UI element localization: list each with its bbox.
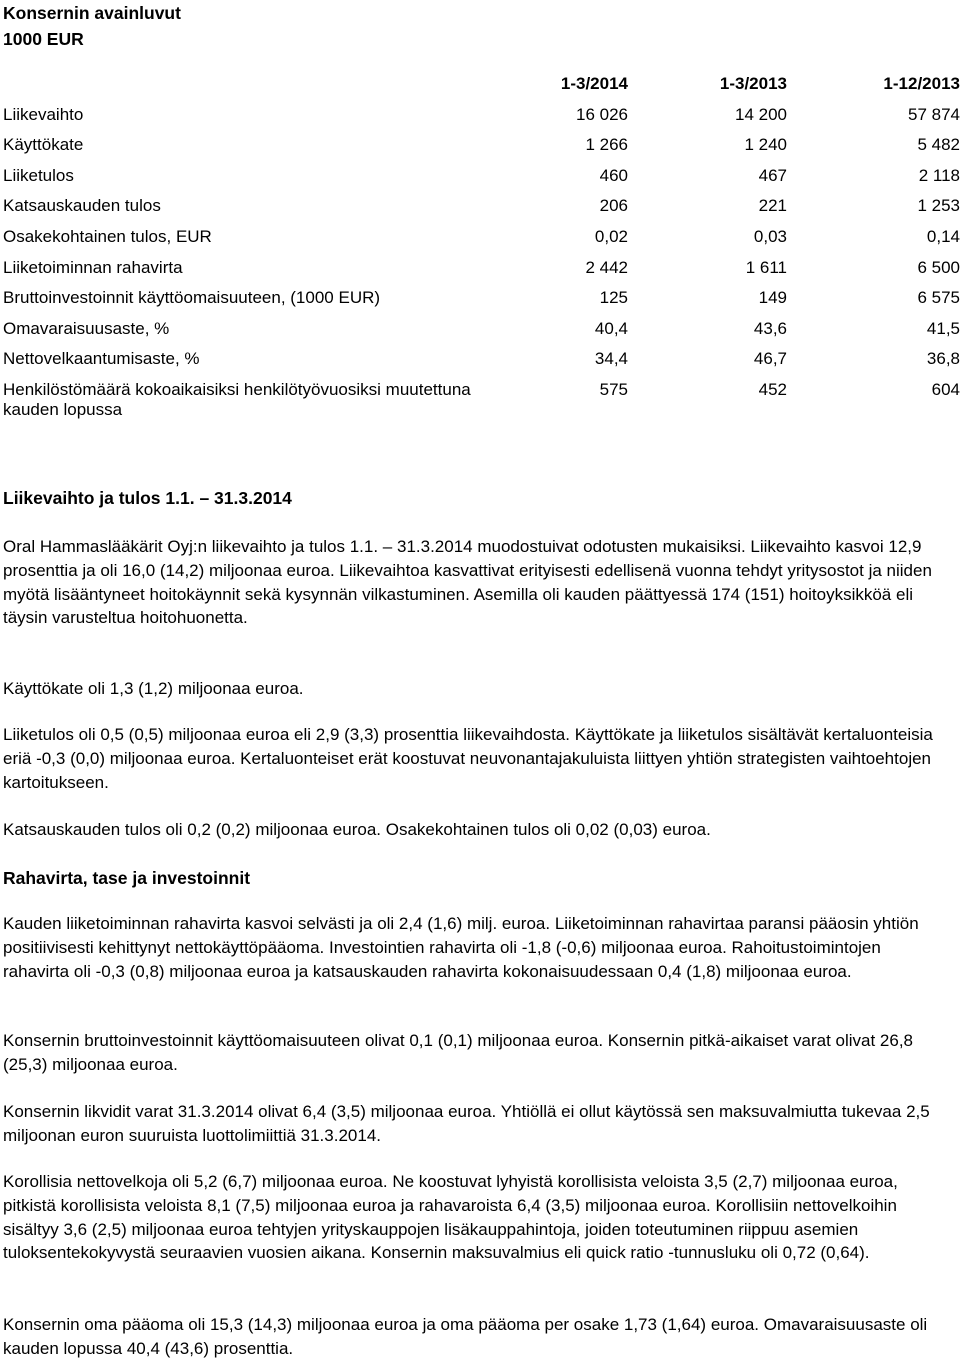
table-cell: 36,8	[926, 349, 960, 369]
column-header: 1-3/2014	[560, 74, 628, 93]
table-row	[3, 103, 960, 134]
table-cell: 0,14	[926, 226, 960, 246]
column-header: 1-3/2013	[719, 74, 787, 93]
table-cell: 41,5	[926, 318, 960, 338]
paragraph: Liiketulos oli 0,5 (0,5) miljoonaa euroa eli 2,9 (3,3) prosenttia liikevaihdosta. Käyttökate ja liiketulos sisältävät kertaluonteisia eriä -0,3 (0,0) miljoonaa euroa. Kertaluonteiset erät koostuvat neuvonantajakuluista liittyen yhtiön strategisten vaihtoehtojen kartoitukseen.	[3, 725, 933, 792]
table-header-row	[3, 72, 960, 103]
table-cell: 6 575	[917, 288, 960, 308]
table-cell: 34,4	[594, 349, 628, 369]
row-label: Katsauskauden tulos	[3, 196, 161, 216]
table-cell: 6 500	[917, 257, 960, 277]
key-figures-table	[3, 72, 960, 426]
table-row	[3, 133, 960, 164]
table-row	[3, 347, 960, 378]
table-cell: 40,4	[594, 318, 628, 338]
table-cell: 2 118	[918, 165, 960, 185]
paragraph: Konsernin likvidit varat 31.3.2014 olivat 6,4 (3,5) miljoonaa euroa. Yhtiöllä ei ollut käytössä sen maksuvalmiutta tukevaa 2,5 miljoonan euron suuruista luottolimiittiä 31.3.2014.	[3, 1102, 930, 1145]
table-cell: 467	[758, 165, 787, 185]
paragraph: Korollisia nettovelkoja oli 5,2 (6,7) miljoonaa euroa. Ne koostuvat lyhyistä korollisista veloista 3,5 (2,7) miljoonaa euroa, pitkistä korollisista veloista 8,1 (7,5) miljoonaa euroa ja rahavaroista 6,4 (3,5) miljoonaa euroa. Korollisiin nettovelkoihin sisältyy 3,6 (2,5) miljoonaa euroa tehtyjen yrityskauppojen lisäkauppahintoja, joiden toteutuminen riippuu asemien tuloksentekokyvystä seuraavien vuosien aikana. Konsernin maksuvalmius eli quick ratio -tunnusluku oli 0,72 (0,64).	[3, 1172, 898, 1263]
row-label: Omavaraisuusaste, %	[3, 318, 170, 338]
table-cell: 46,7	[753, 349, 787, 369]
table-cell: 57 874	[908, 104, 960, 124]
table-cell: 14 200	[735, 104, 787, 124]
table-cell: 2 442	[585, 257, 628, 277]
row-label: Käyttökate	[3, 135, 84, 155]
row-label: Liiketoiminnan rahavirta	[3, 257, 183, 277]
row-label: Liikevaihto	[3, 104, 84, 124]
section-title-revenue: Liikevaihto ja tulos 1.1. – 31.3.2014	[3, 488, 292, 508]
paragraph: Konsernin bruttoinvestoinnit käyttöomaisuuteen olivat 0,1 (0,1) miljoonaa euroa. Konsernin pitkä-aikaiset varat olivat 26,8 (25,3) miljoonaa euroa.	[3, 1031, 914, 1074]
currency-unit: 1000 EUR	[3, 29, 84, 49]
row-label: Liiketulos	[3, 165, 74, 185]
table-row	[3, 225, 960, 256]
table-row	[3, 164, 960, 195]
table-cell: 16 026	[576, 104, 628, 124]
paragraph: Kauden liiketoiminnan rahavirta kasvoi selvästi ja oli 2,4 (1,6) milj. euroa. Liiketoiminnan rahavirtaa paransi pääosin yhtiön positiivisesti kehittynyt nettokäyttöpääoma. Investointien rahavirta oli -1,8 (-0,6) miljoonaa euroa. Rahoitustoimintojen rahavirta oli -0,3 (0,8) miljoonaa euroa ja katsauskauden rahavirta kokonaisuudessaan 0,4 (1,8) miljoonaa euroa.	[3, 914, 919, 981]
paragraph: Konsernin oma pääoma oli 15,3 (14,3) miljoonaa euroa ja oma pääoma per osake 1,73 (1,64) euroa. Omavaraisuusaste oli kauden lopussa 40,4 (43,6) prosenttia.	[3, 1315, 928, 1358]
table-cell: 206	[599, 196, 628, 216]
row-label: Nettovelkaantumisaste, %	[3, 349, 200, 369]
table-cell: 1 253	[917, 196, 960, 216]
table-row	[3, 378, 960, 426]
table-cell: 0,02	[594, 226, 628, 246]
table-row	[3, 317, 960, 348]
table-cell: 0,03	[753, 226, 787, 246]
key-figures-title: Konsernin avainluvut	[3, 3, 181, 23]
key-figures-heading	[3, 0, 181, 52]
row-label: Osakekohtainen tulos, EUR	[3, 226, 212, 246]
table-cell: 1 266	[585, 135, 628, 155]
paragraph: Katsauskauden tulos oli 0,2 (0,2) miljoonaa euroa. Osakekohtainen tulos oli 0,02 (0,03) euroa.	[3, 820, 711, 839]
table-cell: 1 240	[744, 135, 787, 155]
table-cell: 1 611	[745, 257, 787, 277]
table-row	[3, 194, 960, 225]
row-label: Bruttoinvestoinnit käyttöomaisuuteen, (1000 EUR)	[3, 288, 381, 308]
table-cell: 604	[931, 379, 960, 399]
table-header-blank	[3, 72, 473, 103]
paragraph: Käyttökate oli 1,3 (1,2) miljoonaa euroa.	[3, 679, 304, 698]
table-row	[3, 256, 960, 287]
table-cell: 221	[758, 196, 787, 216]
table-cell: 43,6	[753, 318, 787, 338]
column-header: 1-12/2013	[883, 74, 960, 93]
table-cell: 149	[758, 288, 787, 308]
table-cell: 125	[599, 288, 628, 308]
table-row	[3, 286, 960, 317]
paragraph: Oral Hammaslääkärit Oyj:n liikevaihto ja tulos 1.1. – 31.3.2014 muodostuivat odotusten mukaisiksi. Liikevaihto kasvoi 12,9 prosenttia ja oli 16,0 (14,2) miljoonaa euroa. Liikevaihtoa kasvattivat erityisesti edellisenä vuonna tehdyt yritysostot ja niiden myötä lisääntyneet hoitokäynnit sekä kysynnän vilkastuminen. Asemilla oli kauden päättyessä 174 (151) hoitoyksikköä eli täysin varusteltua hoitohuonetta.	[3, 537, 932, 628]
row-label: Henkilöstömäärä kokoaikaisiksi henkilötyövuosiksi muutettuna kauden lopussa	[3, 379, 471, 419]
table-cell: 575	[599, 379, 628, 399]
section-title-cashflow: Rahavirta, tase ja investoinnit	[3, 868, 251, 888]
table-cell: 5 482	[917, 135, 960, 155]
table-cell: 452	[758, 379, 787, 399]
table-cell: 460	[599, 165, 628, 185]
